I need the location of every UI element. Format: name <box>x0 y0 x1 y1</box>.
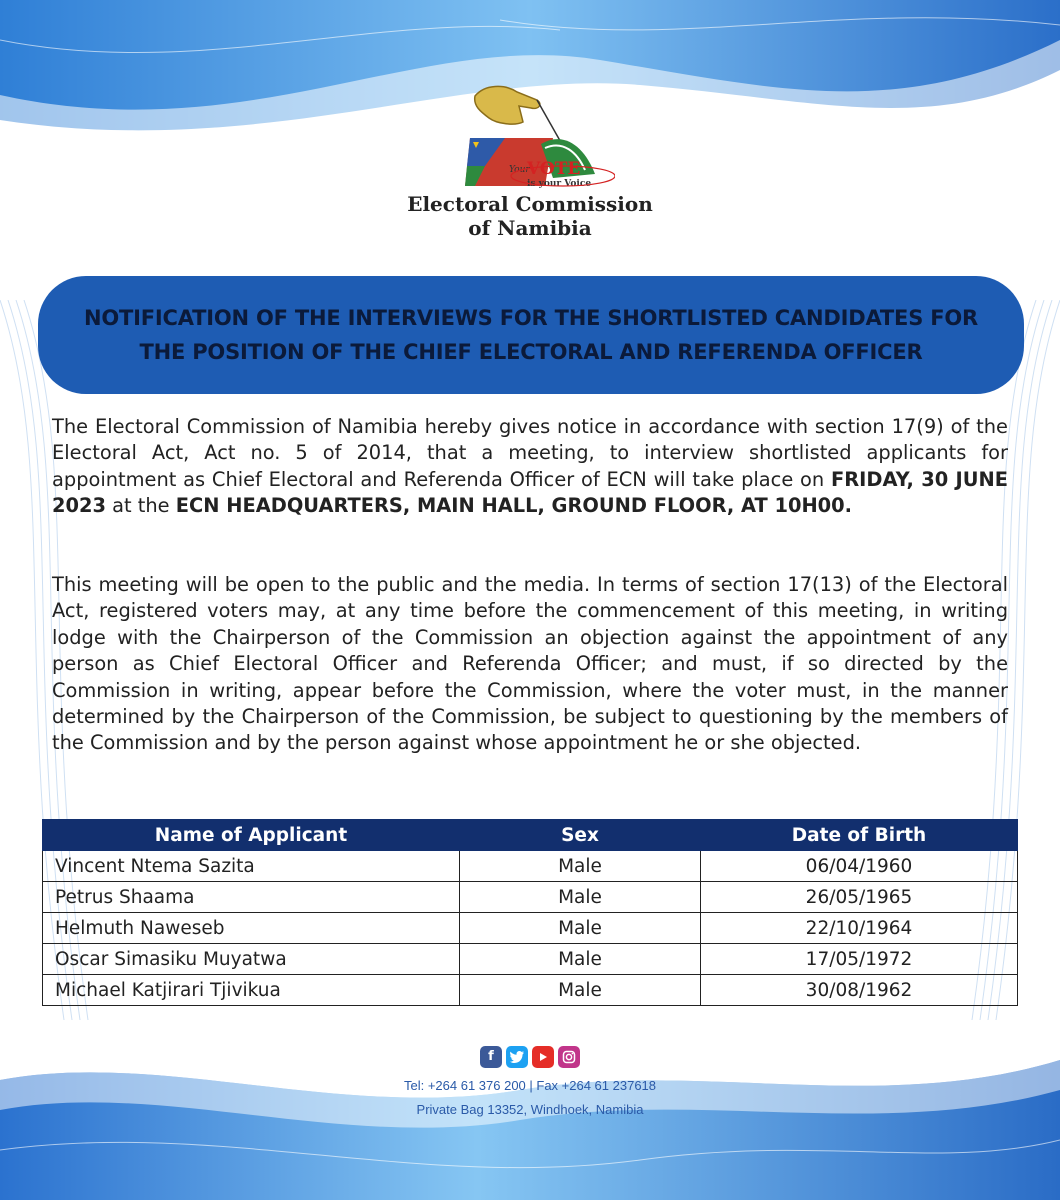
title-banner <box>38 276 1024 394</box>
organization-name <box>380 192 680 240</box>
applicant-date-of-birth: 26/05/1965 <box>701 882 1018 913</box>
applicant-sex: Male <box>460 913 701 944</box>
svg-text:Your: Your <box>509 165 530 175</box>
svg-text:is your Voice: is your Voice <box>527 179 592 189</box>
p1-connector-text: at the <box>105 494 176 518</box>
footer <box>0 1045 1060 1122</box>
notice-title <box>56 301 1006 369</box>
org-name-line1: Electoral Commission <box>407 192 653 216</box>
table-row <box>43 944 1018 975</box>
table-header-row <box>43 820 1018 851</box>
twitter-icon[interactable] <box>506 1046 528 1068</box>
contact-line: Tel: +264 61 376 200 | Fax +264 61 237618 <box>403 1077 657 1093</box>
table-row <box>43 882 1018 913</box>
notice-title-line2: THE POSITION OF THE CHIEF ELECTORAL AND REFERENDA OFFICER <box>139 340 923 364</box>
notice-title-line1: NOTIFICATION OF THE INTERVIEWS FOR THE SHORTLISTED CANDIDATES FOR <box>83 306 979 330</box>
applicant-sex: Male <box>460 975 701 1006</box>
interview-date: FRIDAY, 30 JUNE 2023 <box>52 467 1008 518</box>
notice-paragraph-2: This meeting will be open to the public and the media. In terms of section 17(13) of the Electoral Act, registered voters may, at any time before the commencement of this meeting, in writing lodge with the Chairperson of the Commission an objection against the appointment of any person as Chief Electoral Officer and Referenda Officer; and must, if so directed by the Commission in writing, appear before the Commission, where the voter must, in the manner determined by the Chairperson of the Commission, be subject to questioning by the members of the Commission and by the person against whose appointment he or she objected. <box>52 573 1008 755</box>
applicant-date-of-birth: 22/10/1964 <box>701 913 1018 944</box>
social-links <box>480 1046 580 1068</box>
table-row <box>43 975 1018 1006</box>
table-row <box>43 851 1018 882</box>
applicant-sex: Male <box>460 882 701 913</box>
applicant-name: Petrus Shaama <box>43 882 460 913</box>
ecn-logo <box>380 78 680 240</box>
applicant-name: Oscar Simasiku Muyatwa <box>43 944 460 975</box>
org-name-line2: of Namibia <box>468 216 592 240</box>
applicants-table <box>42 819 1018 1006</box>
svg-text:VOTE: VOTE <box>527 159 581 179</box>
header-date-of-birth: Date of Birth <box>701 820 1018 851</box>
youtube-icon[interactable] <box>532 1046 554 1068</box>
instagram-icon[interactable] <box>558 1046 580 1068</box>
applicant-name: Helmuth Naweseb <box>43 913 460 944</box>
notice-paragraph-1 <box>52 414 1008 520</box>
applicant-date-of-birth: 17/05/1972 <box>701 944 1018 975</box>
applicant-name: Michael Katjirari Tjivikua <box>43 975 460 1006</box>
interview-venue: ECN HEADQUARTERS, MAIN HALL, GROUND FLOOR, AT 10H00. <box>175 494 853 518</box>
applicant-name: Vincent Ntema Sazita <box>43 851 460 882</box>
facebook-icon[interactable]: f <box>480 1046 502 1068</box>
table-row <box>43 913 1018 944</box>
address-line: Private Bag 13352, Windhoek, Namibia <box>416 1101 644 1117</box>
ballot-box-logo-icon <box>445 78 615 190</box>
applicant-sex: Male <box>460 944 701 975</box>
header-name-of-applicant: Name of Applicant <box>43 820 460 851</box>
applicant-sex: Male <box>460 851 701 882</box>
applicant-date-of-birth: 06/04/1960 <box>701 851 1018 882</box>
applicant-date-of-birth: 30/08/1962 <box>701 975 1018 1006</box>
header-sex: Sex <box>460 820 701 851</box>
p1-intro-text: The Electoral Commission of Namibia hereby gives notice in accordance with section 17(9) of the Electoral Act, Act no. 5 of 2014, that a meeting, to interview shortlisted applicants for appointment as Chief Electoral and Referenda Officer of ECN will take place on <box>52 415 1008 491</box>
